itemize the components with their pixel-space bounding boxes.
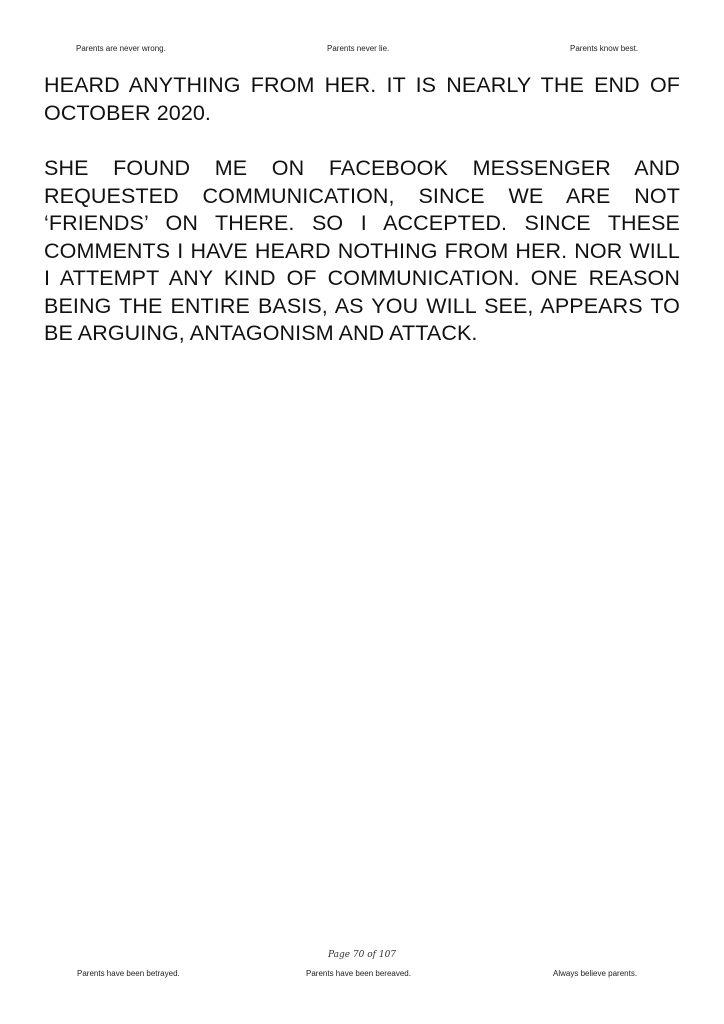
page-number: Page 70 of 107: [327, 950, 397, 960]
footer-center-text: Parents have been bereaved.: [306, 969, 411, 978]
footer-left-text: Parents have been betrayed.: [77, 969, 180, 978]
header-left-text: Parents are never wrong.: [76, 44, 166, 53]
footer-right-text: Always believe parents.: [553, 969, 638, 978]
body-paragraph-1: HEARD ANYTHING FROM HER. IT IS NEARLY THE END OF OCTOBER 2020.: [44, 73, 680, 125]
body-paragraph-2: SHE FOUND ME ON FACEBOOK MESSENGER AND REQUESTED COMMUNICATION, SINCE WE ARE NOT ‘FRIENDS’ ON THERE. SO I ACCEPTED. SINCE THESE COMMENTS I HAVE HEARD NOTHING FROM HER. NOR WILL I ATTEMPT ANY KIND OF COMMUNICATION. ONE REASON BEING THE ENTIRE BASIS, AS YOU WILL SEE, APPEARS TO BE ARGUING, ANTAGONISM AND ATTACK.: [44, 156, 680, 345]
header-right-text: Parents know best.: [570, 44, 639, 53]
header-center-text: Parents never lie.: [327, 44, 390, 53]
